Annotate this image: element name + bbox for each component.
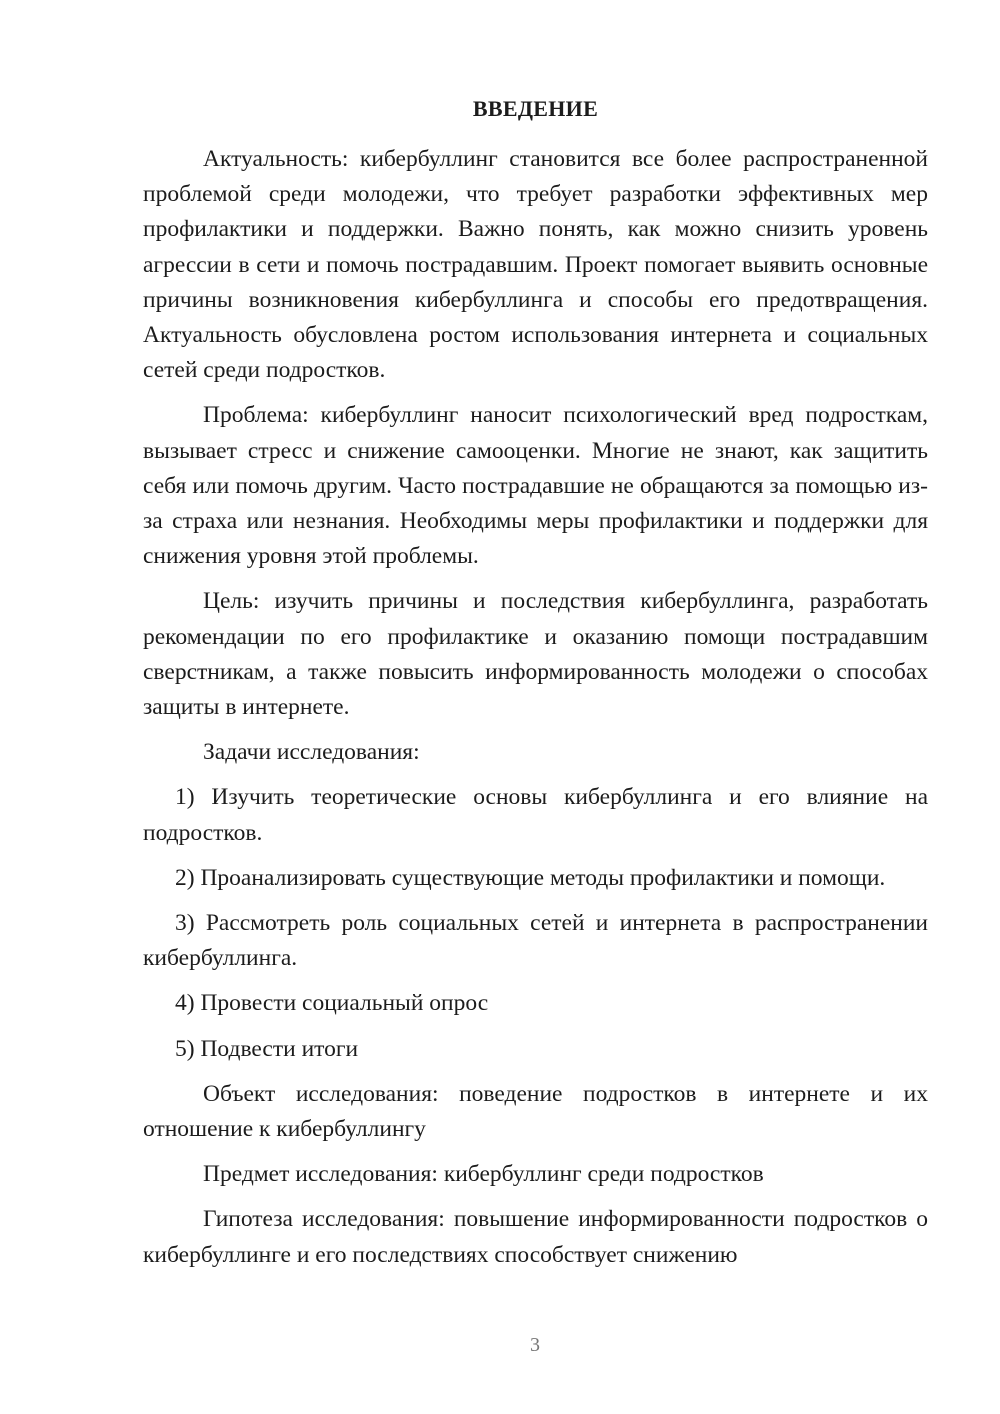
page-number: 3 xyxy=(530,1334,540,1356)
task-item-2: 2) Проанализировать существующие методы профилактики и помощи. xyxy=(175,864,886,891)
document-body xyxy=(143,142,928,1283)
task-item-5: 5) Подвести итоги xyxy=(175,1035,359,1062)
paragraph-subject: Предмет исследования: кибербуллинг среди подростков xyxy=(203,1161,764,1188)
paragraph-object: Объект исследования: поведение подростков в интернете и их отношение к кибербуллингу xyxy=(143,1080,928,1143)
paragraph-tasks-heading: Задачи исследования: xyxy=(203,739,420,766)
task-item-4: 4) Провести социальный опрос xyxy=(175,990,489,1017)
task-item-3: 3) Рассмотреть роль социальных сетей и интернета в распространении кибербуллинга. xyxy=(143,910,928,972)
paragraph-relevance: Актуальность: кибербуллинг становится все более распространенной проблемой среди молодежи, что требует разработки эффективных мер профилактики и поддержки. Важно понять, как можно снизить уровень агрессии в сети и помочь пострадавшим. Проект помогает выявить основные причины возникновения кибербуллинга и способы его предотвращения. Актуальность обусловлена ростом использования интернета и социальных сетей среди подростков. xyxy=(143,146,928,384)
paragraph-goal: Цель: изучить причины и последствия кибербуллинга, разработать рекомендации по его профилактике и оказанию помощи пострадавшим сверстникам, а также повысить информированность молодежи о способах защиты в интернете. xyxy=(143,588,928,721)
paragraph-problem: Проблема: кибербуллинг наносит психологический вред подросткам, вызывает стресс и снижение самооценки. Многие не знают, как защитить себя или помочь другим. Часто пострадавшие не обращаются за помощью из-за страха или незнания. Необходимы меры профилактики и поддержки для снижения уровня этой проблемы. xyxy=(143,402,928,570)
task-item-1: 1) Изучить теоретические основы кибербуллинга и его влияние на подростков. xyxy=(143,784,928,846)
paragraph-hypothesis: Гипотеза исследования: повышение информированности подростков о кибербуллинге и его последствиях способствует снижению xyxy=(143,1206,928,1268)
page-title: ВВЕДЕНИЕ xyxy=(472,96,599,121)
